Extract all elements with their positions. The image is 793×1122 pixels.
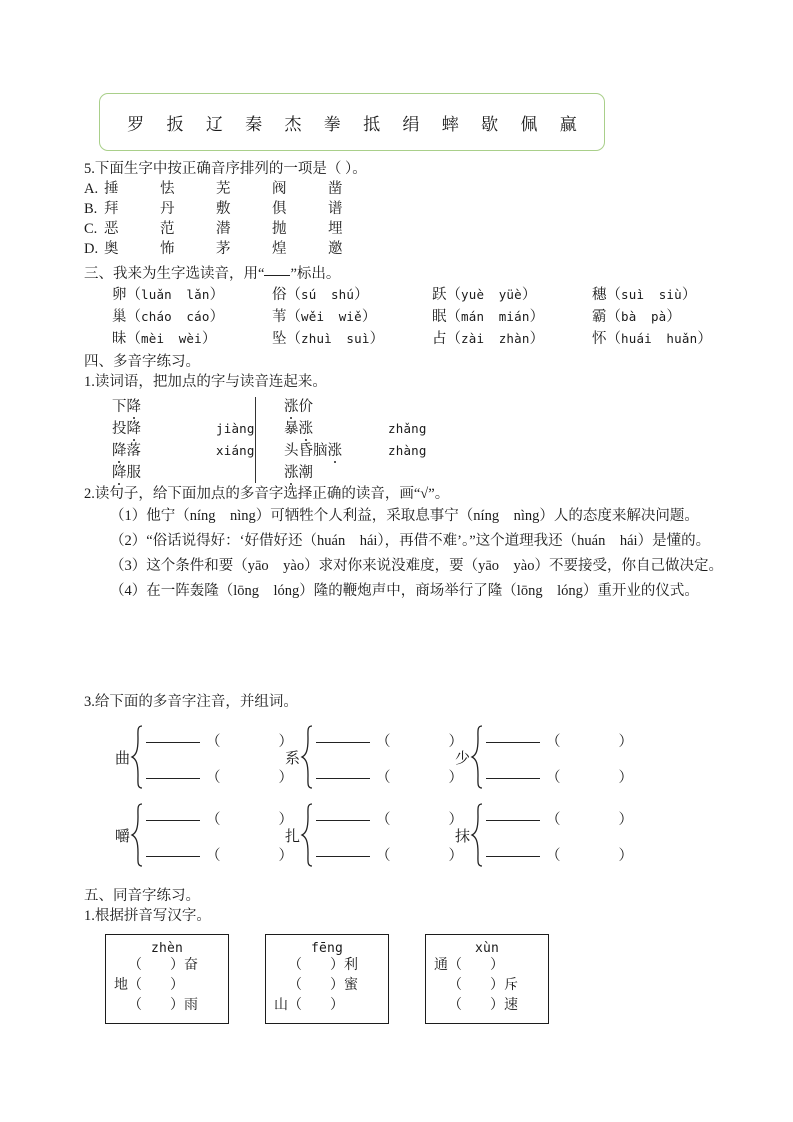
homophone-pinyin: zhèn (150, 941, 184, 956)
answer-line[interactable] (146, 856, 200, 857)
match-word[interactable] (112, 417, 216, 438)
option-char: 抛 (272, 221, 287, 237)
brace-char: 嚼 (114, 828, 130, 845)
character-cell: 蟀 (441, 114, 459, 135)
answer-paren[interactable]: （ ） (288, 958, 344, 973)
brace-bracket-icon (300, 803, 314, 867)
pinyin-option-a[interactable]: suì (621, 287, 645, 302)
dotted-char: 降 (112, 465, 127, 481)
match-row[interactable] (112, 395, 296, 417)
answer-paren[interactable]: （ ） (288, 998, 344, 1013)
line-suffix: 奋 (184, 958, 198, 973)
option-char: 怯 (160, 181, 175, 197)
dotted-char: 降 (112, 443, 127, 459)
answer-paren[interactable]: （ ） (448, 958, 504, 973)
match-row[interactable] (284, 417, 468, 439)
pinyin-option-b[interactable]: wiě (338, 309, 362, 324)
option-char: 茅 (216, 241, 231, 257)
answer-paren[interactable]: （ ） (206, 848, 293, 864)
answer-paren[interactable]: （ ） (376, 848, 463, 864)
brace-char: 抹 (454, 828, 470, 845)
sentence-text: （2）“俗话说得好：‘好借好还（huán hái），再借不难’。”这个道理我还（huán hái）是懂的。 (110, 533, 711, 549)
homophone-line[interactable] (426, 956, 548, 976)
match-word[interactable] (284, 439, 388, 460)
dotted-char: 涨 (284, 465, 299, 481)
option-char: 埋 (328, 221, 343, 237)
pinyin-option-b[interactable]: siù (658, 287, 682, 302)
word-suffix: 价 (298, 399, 313, 415)
option-label: D. (84, 241, 99, 257)
pinyin-option-b[interactable]: pà (650, 309, 667, 324)
answer-line[interactable] (146, 820, 200, 821)
character-cell: 秦 (245, 114, 263, 135)
match-word[interactable] (112, 439, 216, 460)
answer-paren[interactable]: （ ） (206, 812, 293, 828)
pinyin-char: 霸 (592, 309, 607, 325)
word-suffix: 落 (126, 443, 141, 459)
dotted-char: 涨 (284, 399, 299, 415)
match-row[interactable] (284, 461, 468, 483)
option-char: 捶 (104, 181, 119, 197)
character-cell: 赢 (559, 114, 577, 135)
line-suffix: 蜜 (344, 978, 358, 993)
line-suffix: 斥 (504, 978, 518, 993)
pinyin-option-a[interactable]: bà (621, 309, 637, 324)
answer-paren[interactable]: （ ） (546, 812, 633, 828)
dotted-char: 涨 (327, 443, 342, 459)
brace-content (144, 803, 293, 867)
section-three (84, 264, 744, 350)
answer-paren[interactable]: （ ） (128, 958, 184, 973)
match-word[interactable] (284, 417, 388, 438)
homophone-box-zhen[interactable] (105, 934, 229, 1024)
answer-paren[interactable]: （ ） (206, 734, 293, 750)
pinyin-choice-item[interactable]: 巢（cháo cáo） (112, 309, 225, 325)
pinyin-option-a[interactable]: zài (461, 331, 485, 346)
brace-char: 曲 (114, 750, 130, 767)
pinyin-row (112, 306, 744, 328)
option-char: 恶 (104, 221, 119, 237)
section-four-heading: 四、多音字练习。 (84, 354, 200, 370)
dotted-char: 降 (126, 399, 141, 415)
match-exercise (84, 395, 744, 483)
match-row[interactable] (284, 439, 468, 461)
answer-paren[interactable]: （ ） (376, 812, 463, 828)
pinyin-choice-item[interactable]: 坠（zhuì suì） (272, 331, 385, 347)
pinyin-choice-item[interactable]: 穗（suì siù） (592, 287, 697, 303)
pinyin-option-a[interactable]: yuè (461, 287, 485, 302)
homophone-pinyin: xùn (474, 941, 500, 956)
homophone-line[interactable] (106, 976, 228, 996)
answer-paren[interactable]: （ ） (546, 848, 633, 864)
homophone-line[interactable] (266, 976, 388, 996)
pinyin-option-b[interactable]: cáo (186, 309, 210, 324)
character-cell: 拳 (323, 114, 341, 135)
brace-bracket-icon (470, 803, 484, 867)
polyphone-brace-exercise (84, 692, 744, 874)
homophone-pinyin: fēng (310, 941, 344, 956)
sentence-1[interactable] (84, 504, 734, 529)
pinyin-option-b[interactable]: suì (346, 331, 370, 346)
option-char: 丹 (160, 201, 175, 217)
match-word[interactable] (112, 461, 216, 482)
sentence-4[interactable] (84, 579, 734, 604)
answer-line[interactable] (486, 820, 540, 821)
answer-line[interactable] (146, 778, 200, 779)
match-row[interactable] (112, 417, 296, 439)
dotted-char: 涨 (298, 421, 313, 437)
dotted-char: 降 (126, 421, 141, 437)
brace-bracket-icon (130, 725, 144, 789)
underline-mark (264, 275, 290, 276)
answer-line[interactable] (486, 778, 540, 779)
homophone-line[interactable] (106, 996, 228, 1016)
match-pinyin[interactable]: jiàng (216, 421, 255, 436)
option-char: 拜 (104, 201, 119, 217)
answer-paren[interactable]: （ ） (206, 770, 293, 786)
character-cell: 绢 (402, 114, 420, 135)
match-row[interactable] (284, 395, 468, 417)
option-char: 芜 (216, 181, 231, 197)
option-char: 阀 (272, 181, 287, 197)
character-cell: 辽 (205, 114, 223, 135)
pinyin-option-b[interactable]: lǎn (186, 287, 210, 302)
word-suffix: 服 (126, 465, 141, 481)
option-label: A. (84, 181, 99, 197)
brace-char: 扎 (284, 828, 300, 845)
section-four-sub2: 2.读句子，给下面加点的多音字选择正确的读音，画“√”。 (84, 486, 450, 502)
pinyin-row (112, 284, 744, 306)
brace-item[interactable] (448, 796, 633, 874)
pinyin-option-a[interactable]: sú (301, 287, 317, 302)
answer-paren[interactable]: （ ） (128, 998, 184, 1013)
option-char: 范 (160, 221, 175, 237)
section-four (84, 352, 744, 483)
brace-item[interactable] (278, 796, 463, 874)
character-cell: 佩 (520, 114, 538, 135)
homophone-line[interactable] (266, 956, 388, 976)
option-char: 邀 (328, 241, 343, 257)
option-row-c[interactable] (84, 219, 724, 239)
answer-line[interactable] (486, 856, 540, 857)
word-suffix: 潮 (298, 465, 313, 481)
line-prefix: 山 (274, 998, 288, 1013)
option-char: 怖 (160, 241, 175, 257)
brace-row-2 (84, 796, 744, 874)
pinyin-choice-item[interactable]: 苇（wěi wiě） (272, 309, 377, 325)
brace-item[interactable] (448, 718, 633, 796)
pinyin-char: 昧 (112, 331, 127, 347)
line-suffix: 雨 (184, 998, 198, 1013)
match-column-left (112, 395, 296, 483)
option-char: 谱 (328, 201, 343, 217)
line-suffix: 利 (344, 958, 358, 973)
match-pinyin[interactable]: xiáng (216, 443, 255, 458)
pinyin-option-b[interactable]: wèi (178, 331, 202, 346)
pinyin-choice-item[interactable]: 跃（yuè yüè） (432, 287, 537, 303)
answer-line[interactable] (316, 856, 370, 857)
pinyin-choice-item[interactable]: 怀（huái huǎn） (592, 331, 712, 347)
homophone-box-row (84, 934, 744, 1030)
character-cell: 扳 (166, 114, 184, 135)
pinyin-option-a[interactable]: mán (461, 309, 485, 324)
brace-bracket-icon (300, 725, 314, 789)
pinyin-row (112, 328, 744, 350)
option-row-b[interactable] (84, 199, 724, 219)
pinyin-option-a[interactable]: mèi (141, 331, 165, 346)
option-row-d[interactable] (84, 239, 724, 259)
answer-line[interactable] (316, 820, 370, 821)
match-word[interactable] (284, 461, 388, 482)
match-row[interactable] (112, 439, 296, 461)
brace-content (484, 803, 633, 867)
brace-grid (84, 718, 744, 874)
character-cell: 歇 (481, 114, 499, 135)
option-label: B. (84, 201, 98, 217)
homophone-line[interactable] (426, 996, 548, 1016)
sentence-3[interactable] (84, 554, 734, 579)
pinyin-char: 眠 (432, 309, 447, 325)
pinyin-char: 坠 (272, 331, 287, 347)
pinyin-option-a[interactable]: huái (621, 331, 652, 346)
pinyin-char: 跃 (432, 287, 447, 303)
pinyin-option-a[interactable]: cháo (141, 309, 172, 324)
answer-paren[interactable]: （ ） (376, 734, 463, 750)
pinyin-choice-item[interactable]: 霸（bà pà） (592, 309, 681, 325)
brace-bracket-icon (470, 725, 484, 789)
section-five-sub1: 1.根据拼音写汉字。 (84, 908, 211, 924)
option-char: 潜 (216, 221, 231, 237)
pinyin-option-b[interactable]: zhàn (498, 331, 530, 346)
section-five (84, 886, 744, 1030)
line-prefix: 通 (434, 958, 448, 973)
character-cell: 罗 (127, 114, 145, 135)
pinyin-char: 苇 (272, 309, 287, 325)
option-char: 煌 (272, 241, 287, 257)
pinyin-option-b[interactable]: huǎn (666, 331, 698, 346)
section-four-sub3: 3.给下面的多音字注音，并组词。 (84, 694, 298, 710)
brace-item[interactable] (278, 718, 463, 796)
pinyin-choice-item[interactable]: 俗（sú shú） (272, 287, 369, 303)
pinyin-char: 占 (432, 331, 447, 347)
sentence-text: （1）他宁（níng nìng）可牺牲个人利益，采取息事宁（níng nìng）人的态度来解决问题。 (110, 508, 699, 524)
sentence-2[interactable] (84, 529, 734, 554)
option-char: 凿 (328, 181, 343, 197)
brace-item[interactable] (108, 718, 293, 796)
line-prefix: 地 (114, 978, 128, 993)
match-column-right (284, 395, 468, 483)
answer-line[interactable] (316, 778, 370, 779)
section-three-heading (84, 264, 744, 284)
pinyin-choice-item[interactable]: 卵（luǎn lǎn） (112, 287, 225, 303)
option-char: 敷 (216, 201, 231, 217)
homophone-line[interactable] (106, 956, 228, 976)
pinyin-char: 怀 (592, 331, 607, 347)
word-prefix: 暴 (284, 421, 299, 437)
section-three-heading-after: ”标出。 (290, 266, 341, 282)
brace-row-1 (84, 718, 744, 796)
match-word[interactable] (112, 395, 216, 416)
character-cell: 杰 (284, 114, 302, 135)
question-5-stem: 5.下面生字中按正确音序排列的一项是（ ）。 (84, 161, 367, 177)
pinyin-char: 巢 (112, 309, 127, 325)
answer-paren[interactable]: （ ） (448, 978, 504, 993)
pinyin-choice-item[interactable]: 眠（mán mián） (432, 309, 545, 325)
character-cell: 抵 (363, 114, 381, 135)
pinyin-char: 穗 (592, 287, 607, 303)
answer-line[interactable] (316, 742, 370, 743)
brace-char: 系 (284, 750, 300, 767)
answer-paren[interactable]: （ ） (288, 978, 344, 993)
homophone-box-xun[interactable] (425, 934, 549, 1024)
sentence-text: （4）在一阵轰隆（lōng lóng）隆的鞭炮声中，商场举行了隆（lōng lóng）重开业的仪式。 (110, 583, 699, 599)
section-three-heading-before: 三、我来为生字选读音，用“ (84, 266, 265, 282)
brace-content (314, 803, 463, 867)
answer-line[interactable] (146, 742, 200, 743)
brace-content (484, 725, 633, 789)
pinyin-choice-item[interactable]: 昧（mèi wèi） (112, 331, 217, 347)
pinyin-option-a[interactable]: wěi (301, 309, 325, 324)
line-suffix: 速 (504, 998, 518, 1013)
answer-paren[interactable]: （ ） (448, 998, 504, 1013)
homophone-line[interactable] (426, 976, 548, 996)
polyphone-sentences (84, 484, 734, 604)
option-row-a[interactable] (84, 179, 724, 199)
answer-paren[interactable]: （ ） (376, 770, 463, 786)
word-prefix: 下 (112, 399, 127, 415)
answer-line[interactable] (486, 742, 540, 743)
pinyin-choice-item[interactable]: 占（zài zhàn） (432, 331, 545, 347)
option-char: 奥 (104, 241, 119, 257)
section-four-sub1: 1.读词语，把加点的字与读音连起来。 (84, 374, 327, 390)
word-prefix: 头昏脑 (284, 443, 328, 459)
pinyin-option-b[interactable]: mián (498, 309, 530, 324)
pinyin-option-a[interactable]: zhuì (301, 331, 332, 346)
section-five-heading: 五、同音字练习。 (84, 888, 200, 904)
brace-char: 少 (454, 750, 470, 767)
brace-content (314, 725, 463, 789)
question-5 (84, 160, 724, 259)
homophone-box-feng[interactable] (265, 934, 389, 1024)
word-prefix: 投 (112, 421, 127, 437)
option-char: 俱 (272, 201, 287, 217)
answer-paren[interactable]: （ ） (546, 770, 633, 786)
new-character-box (99, 93, 605, 151)
pinyin-option-b[interactable]: yüè (498, 287, 522, 302)
pinyin-char: 卵 (112, 287, 127, 303)
pinyin-char: 俗 (272, 287, 287, 303)
match-row[interactable] (112, 461, 296, 483)
brace-item[interactable] (108, 796, 293, 874)
option-label: C. (84, 221, 98, 237)
match-pinyin[interactable]: zhàng (388, 443, 427, 458)
match-word[interactable] (284, 395, 388, 416)
pinyin-option-a[interactable]: luǎn (141, 287, 172, 302)
sentence-text: （3）这个条件和要（yāo yào）求对你来说没难度，要（yāo yào）不要接受，你自己做决定。 (110, 558, 723, 574)
brace-content (144, 725, 293, 789)
brace-bracket-icon (130, 803, 144, 867)
answer-paren[interactable]: （ ） (546, 734, 633, 750)
match-pinyin[interactable]: zhǎng (388, 421, 427, 436)
homophone-line[interactable] (266, 996, 388, 1016)
answer-paren[interactable]: （ ） (128, 978, 184, 993)
pinyin-option-b[interactable]: shú (330, 287, 355, 302)
